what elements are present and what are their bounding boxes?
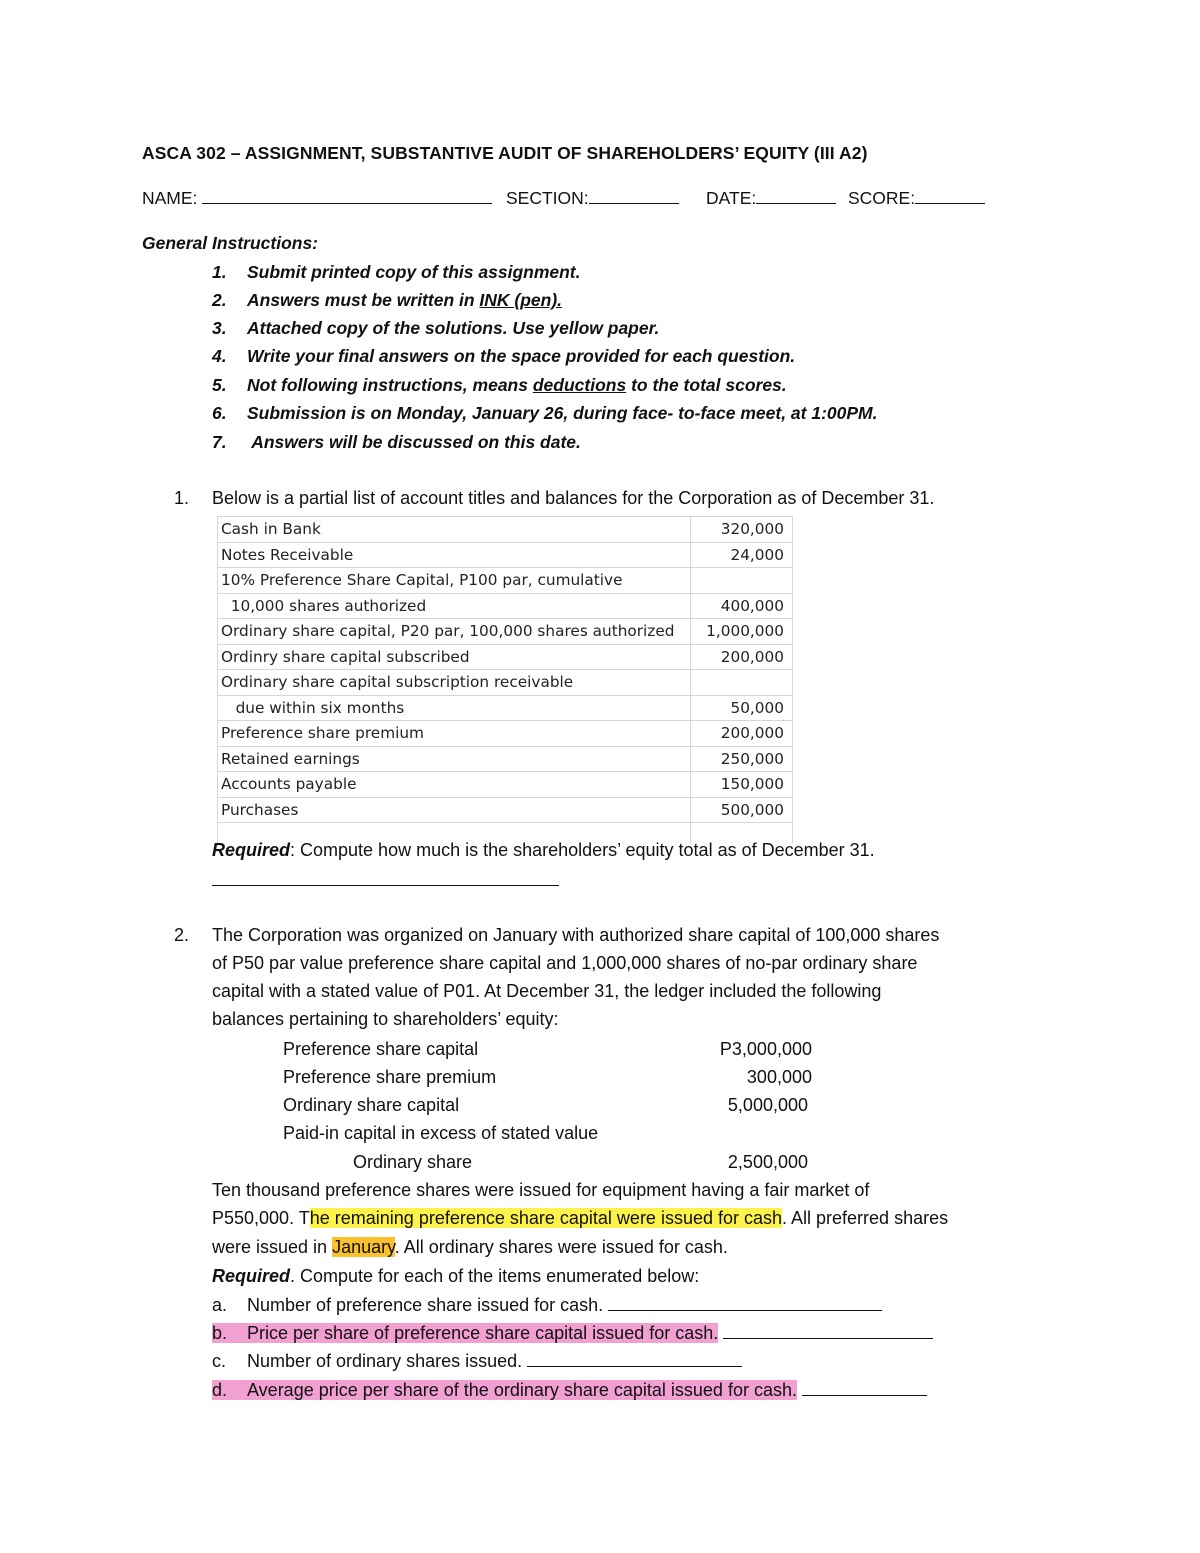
- page-title: ASCA 302 – ASSIGNMENT, SUBSTANTIVE AUDIT OF SHAREHOLDERS’ EQUITY (III A2): [142, 143, 868, 163]
- table-row: Ordinry share capital subscribed 200,000: [218, 644, 793, 670]
- balance-amount: 2,500,000: [727, 1152, 808, 1172]
- score-field-row: [848, 188, 985, 209]
- question-2-detail-line: P550,000. The remaining preference share capital were issued for cash. All preferred shares: [212, 1208, 949, 1228]
- section-field-row: [506, 188, 679, 209]
- date-blank: [756, 189, 836, 204]
- question-2-paragraph-line: of P50 par value preference share capital and 1,000,000 shares of no-par ordinary share: [212, 953, 918, 973]
- instruction-item: 7. Answers will be discussed on this date.: [212, 432, 581, 452]
- table-row: Retained earnings 250,000: [218, 746, 793, 772]
- balance-label: Paid-in capital in excess of stated value: [283, 1123, 599, 1143]
- instruction-item: 5. Not following instructions, means deductions to the total scores.: [212, 375, 787, 395]
- balance-amount: 5,000,000: [727, 1095, 808, 1115]
- question-2-number: 2.: [174, 925, 190, 945]
- question-2-item-d: d. Average price per share of the ordinary share capital issued for cash.: [212, 1380, 927, 1401]
- balance-amount: 300,000: [746, 1067, 812, 1087]
- instruction-item: 4. Write your final answers on the space provided for each question.: [212, 346, 796, 366]
- table-row: 10% Preference Share Capital, P100 par, cumulative: [218, 568, 793, 594]
- table-row: due within six months 50,000: [218, 695, 793, 721]
- section-blank: [589, 189, 679, 204]
- balance-label: Preference share capital: [283, 1039, 479, 1059]
- instruction-item: 2. Answers must be written in INK (pen).: [212, 290, 563, 310]
- table-row: Accounts payable 150,000: [218, 772, 793, 798]
- table-row: Ordinary share capital subscription receivable: [218, 670, 793, 696]
- balance-label: Ordinary share: [353, 1152, 473, 1172]
- instruction-item: 3. Attached copy of the solutions. Use yellow paper.: [212, 318, 660, 338]
- question-2-paragraph-line: The Corporation was organized on January with authorized share capital of 100,000 shares: [212, 925, 940, 945]
- table-row: Cash in Bank 320,000: [218, 517, 793, 543]
- name-field-row: [142, 188, 492, 209]
- question-1-number: 1.: [174, 488, 190, 508]
- question-1-required: Required: Compute how much is the shareholders’ equity total as of December 31.: [212, 840, 875, 860]
- question-1-answer-line: [212, 885, 559, 886]
- question-2-paragraph-line: capital with a stated value of P01. At December 31, the ledger included the following: [212, 981, 882, 1001]
- answer-blank: [723, 1324, 933, 1339]
- score-blank: [915, 189, 985, 204]
- name-label: NAME:: [142, 188, 198, 208]
- table-row: 10,000 shares authorized 400,000: [218, 593, 793, 619]
- instruction-item: 1. Submit printed copy of this assignment.: [212, 262, 581, 282]
- orange-highlight: January: [332, 1237, 395, 1257]
- balance-amount: P3,000,000: [719, 1039, 812, 1059]
- balance-label: Ordinary share capital: [283, 1095, 460, 1115]
- account-balances-table: [217, 516, 793, 843]
- instructions-heading: General Instructions:: [142, 233, 319, 253]
- table-row: Purchases 500,000: [218, 797, 793, 823]
- answer-blank: [802, 1381, 927, 1396]
- balance-label: Preference share premium: [283, 1067, 497, 1087]
- question-2-item-a: a. Number of preference share issued for cash.: [212, 1295, 882, 1316]
- section-label: SECTION:: [506, 188, 589, 208]
- date-field-row: [706, 188, 836, 209]
- instruction-item: 6. Submission is on Monday, January 26, during face- to-face meet, at 1:00PM.: [212, 403, 878, 423]
- question-2-paragraph-line: balances pertaining to shareholders’ equity:: [212, 1009, 559, 1029]
- table-row: Preference share premium 200,000: [218, 721, 793, 747]
- yellow-highlight: he remaining preference share capital were issued for cash: [309, 1208, 783, 1228]
- question-2-required: Required. Compute for each of the items enumerated below:: [212, 1266, 700, 1286]
- question-2-item-c: c. Number of ordinary shares issued.: [212, 1351, 742, 1372]
- name-blank: [202, 189, 492, 204]
- answer-blank: [527, 1352, 742, 1367]
- score-label: SCORE:: [848, 188, 916, 208]
- table-row: Notes Receivable 24,000: [218, 542, 793, 568]
- question-2-detail-line: Ten thousand preference shares were issued for equipment having a fair market of: [212, 1180, 870, 1200]
- question-2-detail-line: were issued in January. All ordinary shares were issued for cash.: [212, 1237, 728, 1257]
- question-2-item-b: b. Price per share of preference share capital issued for cash.: [212, 1323, 933, 1344]
- date-label: DATE:: [706, 188, 757, 208]
- question-1-intro: Below is a partial list of account titles and balances for the Corporation as of December 31.: [212, 488, 935, 508]
- answer-blank: [608, 1296, 882, 1311]
- table-row: Ordinary share capital, P20 par, 100,000 shares authorized 1,000,000: [218, 619, 793, 645]
